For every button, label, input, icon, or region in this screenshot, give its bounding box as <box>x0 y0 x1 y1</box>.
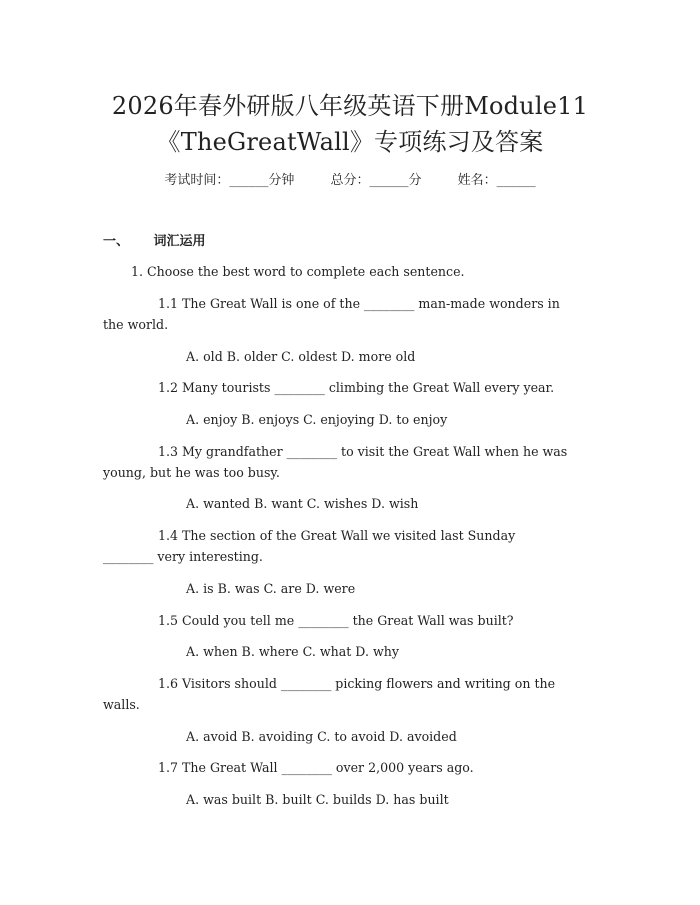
question-1-7: 1.7 The Great Wall ________ over 2,000 years ago. <box>158 760 474 775</box>
options-1-3: A. wanted B. want C. wishes D. wish <box>186 496 419 511</box>
section-number: 一、 <box>103 234 130 249</box>
document-title-line2: 《TheGreatWall》专项练习及答案 <box>156 128 544 156</box>
document-title-line1: 2026年春外研版八年级英语下册Module11 <box>111 92 589 120</box>
question-1-5: 1.5 Could you tell me ________ the Great Wall was built? <box>158 613 514 628</box>
question-1-1-cont: the world. <box>103 317 169 332</box>
options-1-4: A. is B. was C. are D. were <box>186 581 356 596</box>
options-1-5: A. when B. where C. what D. why <box>186 644 399 659</box>
question-1-6: 1.6 Visitors should ________ picking flowers and writing on the <box>158 676 556 691</box>
question-1-1: 1.1 The Great Wall is one of the ________ man-made wonders in <box>158 296 560 311</box>
exam-meta <box>0 169 700 188</box>
student-name: 姓名：______ <box>457 173 536 188</box>
options-1-7: A. was built B. built C. builds D. has built <box>186 792 449 807</box>
question-1-3: 1.3 My grandfather ________ to visit the Great Wall when he was <box>158 444 568 459</box>
options-1-6: A. avoid B. avoiding C. to avoid D. avoided <box>186 729 457 744</box>
options-1-1: A. old B. older C. oldest D. more old <box>186 349 416 364</box>
instruction: 1. Choose the best word to complete each sentence. <box>131 264 465 279</box>
question-1-4: 1.4 The section of the Great Wall we visited last Sunday <box>158 528 516 543</box>
question-1-2: 1.2 Many tourists ________ climbing the Great Wall every year. <box>158 380 555 395</box>
question-1-4-cont: ________ very interesting. <box>103 549 263 564</box>
section-heading <box>103 230 206 249</box>
question-1-6-cont: walls. <box>103 697 140 712</box>
section-title: 词汇运用 <box>153 234 206 249</box>
exam-score: 总分：______分 <box>330 173 422 188</box>
exam-time: 考试时间：______分钟 <box>164 173 295 188</box>
question-1-3-cont: young, but he was too busy. <box>103 465 280 480</box>
options-1-2: A. enjoy B. enjoys C. enjoying D. to enjoy <box>186 412 448 427</box>
